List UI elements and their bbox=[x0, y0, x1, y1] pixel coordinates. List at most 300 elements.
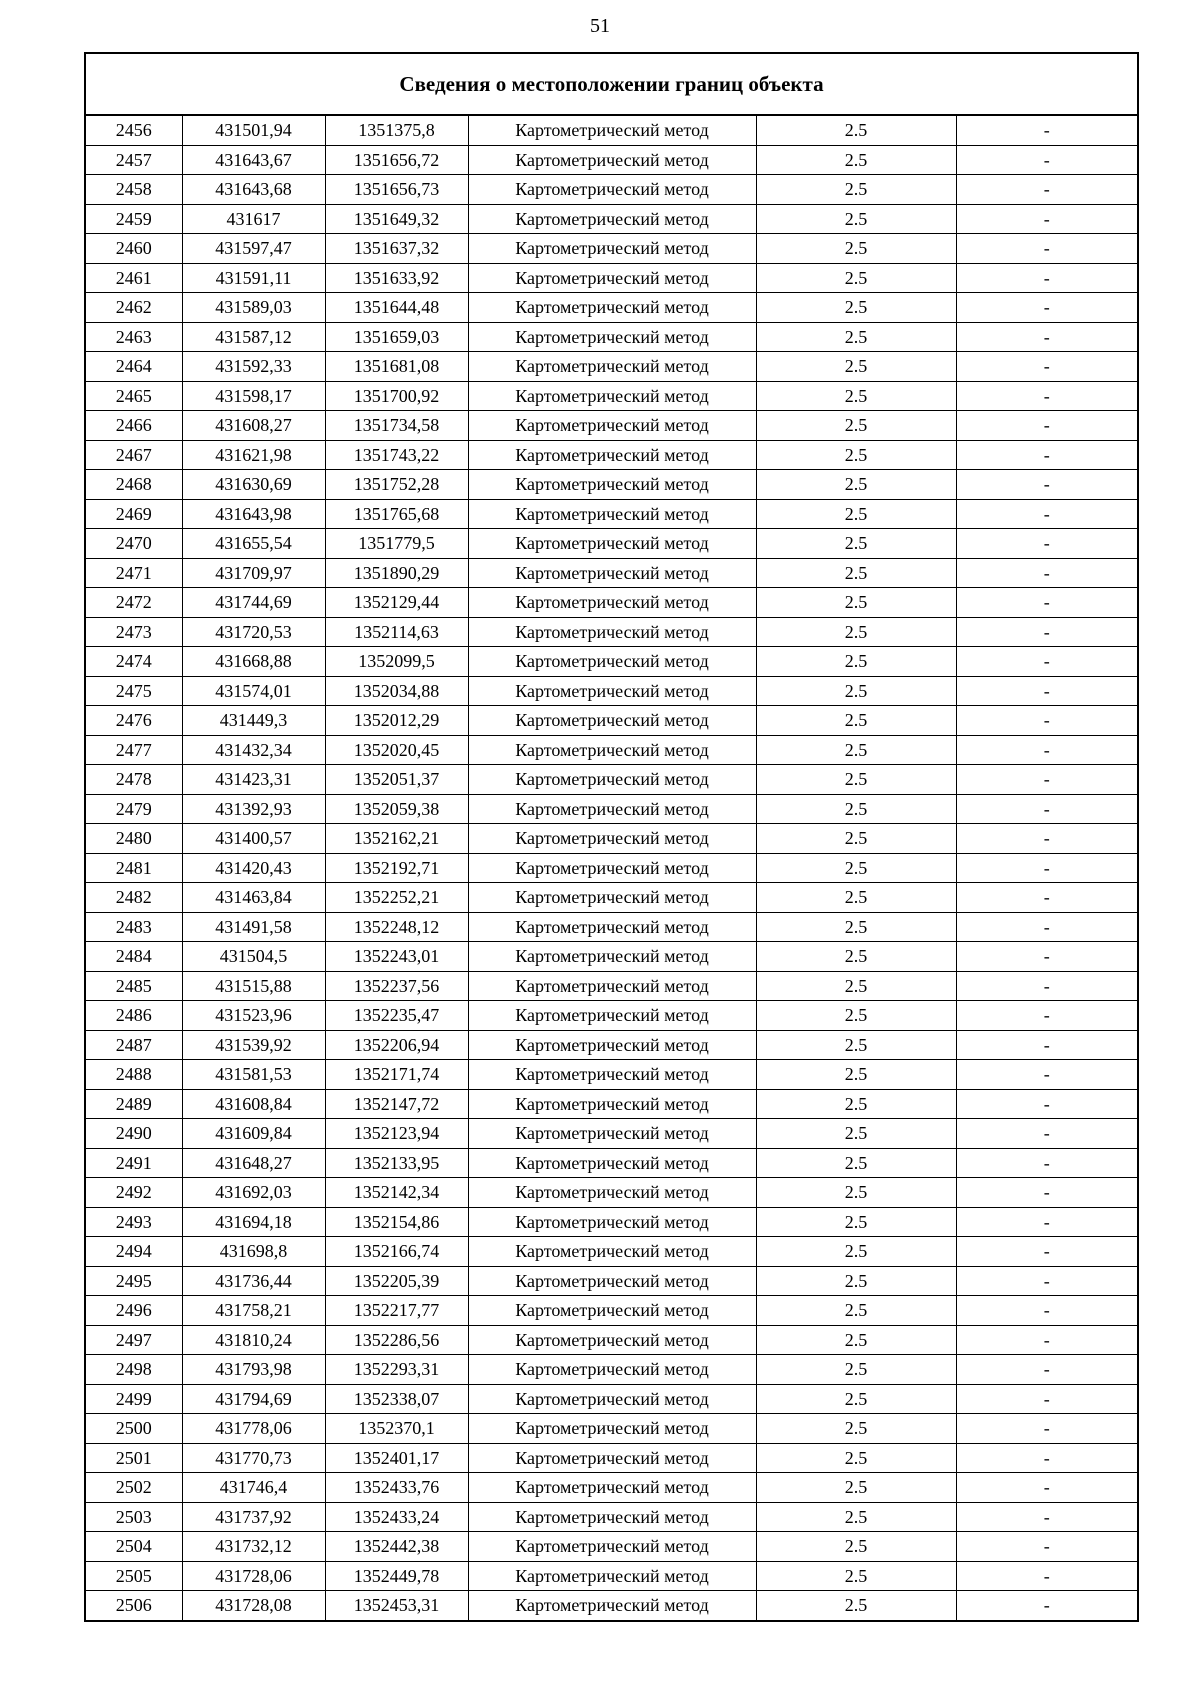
accuracy-cell: 2.5 bbox=[756, 175, 956, 205]
accuracy-cell: 2.5 bbox=[756, 1325, 956, 1355]
description-cell: - bbox=[956, 1414, 1138, 1444]
x-coordinate-cell: 431609,84 bbox=[182, 1119, 325, 1149]
table-row bbox=[85, 440, 1138, 470]
table-row bbox=[85, 204, 1138, 234]
table-row bbox=[85, 1119, 1138, 1149]
description-cell: - bbox=[956, 1030, 1138, 1060]
point-number-cell: 2496 bbox=[85, 1296, 182, 1326]
accuracy-cell: 2.5 bbox=[756, 942, 956, 972]
table-row bbox=[85, 499, 1138, 529]
method-cell: Картометрический метод bbox=[468, 1532, 756, 1562]
method-cell: Картометрический метод bbox=[468, 647, 756, 677]
description-cell: - bbox=[956, 1325, 1138, 1355]
point-number-cell: 2470 bbox=[85, 529, 182, 559]
table-row bbox=[85, 1591, 1138, 1621]
description-cell: - bbox=[956, 558, 1138, 588]
y-coordinate-cell: 1352293,31 bbox=[325, 1355, 468, 1385]
description-cell: - bbox=[956, 175, 1138, 205]
point-number-cell: 2473 bbox=[85, 617, 182, 647]
method-cell: Картометрический метод bbox=[468, 175, 756, 205]
description-cell: - bbox=[956, 440, 1138, 470]
accuracy-cell: 2.5 bbox=[756, 1001, 956, 1031]
table-row bbox=[85, 470, 1138, 500]
accuracy-cell: 2.5 bbox=[756, 971, 956, 1001]
method-cell: Картометрический метод bbox=[468, 145, 756, 175]
method-cell: Картометрический метод bbox=[468, 1502, 756, 1532]
method-cell: Картометрический метод bbox=[468, 676, 756, 706]
accuracy-cell: 2.5 bbox=[756, 1443, 956, 1473]
point-number-cell: 2465 bbox=[85, 381, 182, 411]
boundary-coordinates-table bbox=[84, 52, 1139, 1622]
method-cell: Картометрический метод bbox=[468, 912, 756, 942]
table-row bbox=[85, 1207, 1138, 1237]
description-cell: - bbox=[956, 1148, 1138, 1178]
point-number-cell: 2478 bbox=[85, 765, 182, 795]
y-coordinate-cell: 1352449,78 bbox=[325, 1561, 468, 1591]
table-row bbox=[85, 1060, 1138, 1090]
point-number-cell: 2493 bbox=[85, 1207, 182, 1237]
accuracy-cell: 2.5 bbox=[756, 322, 956, 352]
y-coordinate-cell: 1351659,03 bbox=[325, 322, 468, 352]
description-cell: - bbox=[956, 942, 1138, 972]
y-coordinate-cell: 1352114,63 bbox=[325, 617, 468, 647]
accuracy-cell: 2.5 bbox=[756, 293, 956, 323]
table-row bbox=[85, 1443, 1138, 1473]
x-coordinate-cell: 431643,67 bbox=[182, 145, 325, 175]
description-cell: - bbox=[956, 883, 1138, 913]
accuracy-cell: 2.5 bbox=[756, 145, 956, 175]
x-coordinate-cell: 431630,69 bbox=[182, 470, 325, 500]
x-coordinate-cell: 431709,97 bbox=[182, 558, 325, 588]
y-coordinate-cell: 1352401,17 bbox=[325, 1443, 468, 1473]
method-cell: Картометрический метод bbox=[468, 1178, 756, 1208]
point-number-cell: 2487 bbox=[85, 1030, 182, 1060]
y-coordinate-cell: 1352252,21 bbox=[325, 883, 468, 913]
accuracy-cell: 2.5 bbox=[756, 1532, 956, 1562]
x-coordinate-cell: 431778,06 bbox=[182, 1414, 325, 1444]
accuracy-cell: 2.5 bbox=[756, 824, 956, 854]
method-cell: Картометрический метод bbox=[468, 263, 756, 293]
y-coordinate-cell: 1351681,08 bbox=[325, 352, 468, 382]
point-number-cell: 2482 bbox=[85, 883, 182, 913]
x-coordinate-cell: 431694,18 bbox=[182, 1207, 325, 1237]
table-row bbox=[85, 322, 1138, 352]
accuracy-cell: 2.5 bbox=[756, 440, 956, 470]
description-cell: - bbox=[956, 204, 1138, 234]
y-coordinate-cell: 1352171,74 bbox=[325, 1060, 468, 1090]
accuracy-cell: 2.5 bbox=[756, 617, 956, 647]
table-row bbox=[85, 234, 1138, 264]
method-cell: Картометрический метод bbox=[468, 1119, 756, 1149]
point-number-cell: 2485 bbox=[85, 971, 182, 1001]
table-row bbox=[85, 558, 1138, 588]
method-cell: Картометрический метод bbox=[468, 558, 756, 588]
accuracy-cell: 2.5 bbox=[756, 115, 956, 145]
description-cell: - bbox=[956, 1355, 1138, 1385]
table-row bbox=[85, 1384, 1138, 1414]
accuracy-cell: 2.5 bbox=[756, 1237, 956, 1267]
method-cell: Картометрический метод bbox=[468, 1561, 756, 1591]
y-coordinate-cell: 1352147,72 bbox=[325, 1089, 468, 1119]
point-number-cell: 2481 bbox=[85, 853, 182, 883]
accuracy-cell: 2.5 bbox=[756, 1089, 956, 1119]
description-cell: - bbox=[956, 1443, 1138, 1473]
method-cell: Картометрический метод bbox=[468, 352, 756, 382]
table-row bbox=[85, 765, 1138, 795]
description-cell: - bbox=[956, 1001, 1138, 1031]
x-coordinate-cell: 431736,44 bbox=[182, 1266, 325, 1296]
description-cell: - bbox=[956, 1089, 1138, 1119]
description-cell: - bbox=[956, 1591, 1138, 1621]
y-coordinate-cell: 1352205,39 bbox=[325, 1266, 468, 1296]
x-coordinate-cell: 431643,68 bbox=[182, 175, 325, 205]
table-row bbox=[85, 293, 1138, 323]
description-cell: - bbox=[956, 234, 1138, 264]
description-cell: - bbox=[956, 1266, 1138, 1296]
method-cell: Картометрический метод bbox=[468, 499, 756, 529]
method-cell: Картометрический метод bbox=[468, 1473, 756, 1503]
method-cell: Картометрический метод bbox=[468, 529, 756, 559]
description-cell: - bbox=[956, 352, 1138, 382]
method-cell: Картометрический метод bbox=[468, 1030, 756, 1060]
method-cell: Картометрический метод bbox=[468, 765, 756, 795]
accuracy-cell: 2.5 bbox=[756, 1414, 956, 1444]
page-number: 51 bbox=[590, 15, 610, 37]
x-coordinate-cell: 431581,53 bbox=[182, 1060, 325, 1090]
point-number-cell: 2479 bbox=[85, 794, 182, 824]
accuracy-cell: 2.5 bbox=[756, 1561, 956, 1591]
accuracy-cell: 2.5 bbox=[756, 1296, 956, 1326]
table-row bbox=[85, 824, 1138, 854]
y-coordinate-cell: 1352206,94 bbox=[325, 1030, 468, 1060]
table-row bbox=[85, 1030, 1138, 1060]
description-cell: - bbox=[956, 115, 1138, 145]
x-coordinate-cell: 431539,92 bbox=[182, 1030, 325, 1060]
accuracy-cell: 2.5 bbox=[756, 765, 956, 795]
point-number-cell: 2469 bbox=[85, 499, 182, 529]
method-cell: Картометрический метод bbox=[468, 706, 756, 736]
x-coordinate-cell: 431617 bbox=[182, 204, 325, 234]
description-cell: - bbox=[956, 322, 1138, 352]
x-coordinate-cell: 431794,69 bbox=[182, 1384, 325, 1414]
method-cell: Картометрический метод bbox=[468, 1237, 756, 1267]
table-row bbox=[85, 115, 1138, 145]
x-coordinate-cell: 431392,93 bbox=[182, 794, 325, 824]
point-number-cell: 2506 bbox=[85, 1591, 182, 1621]
table-row bbox=[85, 617, 1138, 647]
y-coordinate-cell: 1351637,32 bbox=[325, 234, 468, 264]
table-row bbox=[85, 676, 1138, 706]
point-number-cell: 2494 bbox=[85, 1237, 182, 1267]
y-coordinate-cell: 1352012,29 bbox=[325, 706, 468, 736]
method-cell: Картометрический метод bbox=[468, 440, 756, 470]
point-number-cell: 2488 bbox=[85, 1060, 182, 1090]
x-coordinate-cell: 431400,57 bbox=[182, 824, 325, 854]
method-cell: Картометрический метод bbox=[468, 1443, 756, 1473]
x-coordinate-cell: 431463,84 bbox=[182, 883, 325, 913]
accuracy-cell: 2.5 bbox=[756, 1119, 956, 1149]
description-cell: - bbox=[956, 765, 1138, 795]
accuracy-cell: 2.5 bbox=[756, 1266, 956, 1296]
y-coordinate-cell: 1351765,68 bbox=[325, 499, 468, 529]
point-number-cell: 2502 bbox=[85, 1473, 182, 1503]
accuracy-cell: 2.5 bbox=[756, 470, 956, 500]
y-coordinate-cell: 1351779,5 bbox=[325, 529, 468, 559]
y-coordinate-cell: 1351734,58 bbox=[325, 411, 468, 441]
y-coordinate-cell: 1352243,01 bbox=[325, 942, 468, 972]
description-cell: - bbox=[956, 971, 1138, 1001]
method-cell: Картометрический метод bbox=[468, 115, 756, 145]
accuracy-cell: 2.5 bbox=[756, 1502, 956, 1532]
method-cell: Картометрический метод bbox=[468, 322, 756, 352]
x-coordinate-cell: 431587,12 bbox=[182, 322, 325, 352]
table-row bbox=[85, 942, 1138, 972]
y-coordinate-cell: 1351649,32 bbox=[325, 204, 468, 234]
point-number-cell: 2489 bbox=[85, 1089, 182, 1119]
y-coordinate-cell: 1352129,44 bbox=[325, 588, 468, 618]
point-number-cell: 2501 bbox=[85, 1443, 182, 1473]
point-number-cell: 2499 bbox=[85, 1384, 182, 1414]
method-cell: Картометрический метод bbox=[468, 1001, 756, 1031]
accuracy-cell: 2.5 bbox=[756, 411, 956, 441]
x-coordinate-cell: 431491,58 bbox=[182, 912, 325, 942]
y-coordinate-cell: 1352192,71 bbox=[325, 853, 468, 883]
point-number-cell: 2475 bbox=[85, 676, 182, 706]
accuracy-cell: 2.5 bbox=[756, 1060, 956, 1090]
table-row bbox=[85, 706, 1138, 736]
point-number-cell: 2504 bbox=[85, 1532, 182, 1562]
table-body bbox=[85, 53, 1138, 1621]
accuracy-cell: 2.5 bbox=[756, 706, 956, 736]
method-cell: Картометрический метод bbox=[468, 381, 756, 411]
table-row bbox=[85, 145, 1138, 175]
method-cell: Картометрический метод bbox=[468, 293, 756, 323]
method-cell: Картометрический метод bbox=[468, 411, 756, 441]
accuracy-cell: 2.5 bbox=[756, 1030, 956, 1060]
x-coordinate-cell: 431746,4 bbox=[182, 1473, 325, 1503]
point-number-cell: 2497 bbox=[85, 1325, 182, 1355]
x-coordinate-cell: 431744,69 bbox=[182, 588, 325, 618]
table-row bbox=[85, 1148, 1138, 1178]
x-coordinate-cell: 431720,53 bbox=[182, 617, 325, 647]
description-cell: - bbox=[956, 470, 1138, 500]
y-coordinate-cell: 1351375,8 bbox=[325, 115, 468, 145]
y-coordinate-cell: 1351890,29 bbox=[325, 558, 468, 588]
y-coordinate-cell: 1351644,48 bbox=[325, 293, 468, 323]
method-cell: Картометрический метод bbox=[468, 942, 756, 972]
y-coordinate-cell: 1352059,38 bbox=[325, 794, 468, 824]
x-coordinate-cell: 431501,94 bbox=[182, 115, 325, 145]
table-row bbox=[85, 1325, 1138, 1355]
point-number-cell: 2468 bbox=[85, 470, 182, 500]
description-cell: - bbox=[956, 1178, 1138, 1208]
table-row bbox=[85, 1001, 1138, 1031]
point-number-cell: 2498 bbox=[85, 1355, 182, 1385]
y-coordinate-cell: 1352099,5 bbox=[325, 647, 468, 677]
point-number-cell: 2491 bbox=[85, 1148, 182, 1178]
description-cell: - bbox=[956, 1502, 1138, 1532]
method-cell: Картометрический метод bbox=[468, 204, 756, 234]
x-coordinate-cell: 431597,47 bbox=[182, 234, 325, 264]
x-coordinate-cell: 431698,8 bbox=[182, 1237, 325, 1267]
method-cell: Картометрический метод bbox=[468, 1296, 756, 1326]
table-row bbox=[85, 1473, 1138, 1503]
table-row bbox=[85, 794, 1138, 824]
point-number-cell: 2476 bbox=[85, 706, 182, 736]
description-cell: - bbox=[956, 824, 1138, 854]
accuracy-cell: 2.5 bbox=[756, 1355, 956, 1385]
point-number-cell: 2462 bbox=[85, 293, 182, 323]
x-coordinate-cell: 431810,24 bbox=[182, 1325, 325, 1355]
table-row bbox=[85, 1178, 1138, 1208]
point-number-cell: 2505 bbox=[85, 1561, 182, 1591]
y-coordinate-cell: 1351633,92 bbox=[325, 263, 468, 293]
y-coordinate-cell: 1352235,47 bbox=[325, 1001, 468, 1031]
y-coordinate-cell: 1352370,1 bbox=[325, 1414, 468, 1444]
method-cell: Картометрический метод bbox=[468, 1207, 756, 1237]
y-coordinate-cell: 1352338,07 bbox=[325, 1384, 468, 1414]
table-row bbox=[85, 1266, 1138, 1296]
point-number-cell: 2472 bbox=[85, 588, 182, 618]
accuracy-cell: 2.5 bbox=[756, 735, 956, 765]
description-cell: - bbox=[956, 1207, 1138, 1237]
description-cell: - bbox=[956, 1237, 1138, 1267]
y-coordinate-cell: 1352133,95 bbox=[325, 1148, 468, 1178]
x-coordinate-cell: 431589,03 bbox=[182, 293, 325, 323]
x-coordinate-cell: 431758,21 bbox=[182, 1296, 325, 1326]
table-row bbox=[85, 883, 1138, 913]
description-cell: - bbox=[956, 706, 1138, 736]
table-row bbox=[85, 735, 1138, 765]
y-coordinate-cell: 1351656,73 bbox=[325, 175, 468, 205]
method-cell: Картометрический метод bbox=[468, 234, 756, 264]
description-cell: - bbox=[956, 853, 1138, 883]
x-coordinate-cell: 431692,03 bbox=[182, 1178, 325, 1208]
method-cell: Картометрический метод bbox=[468, 971, 756, 1001]
description-cell: - bbox=[956, 617, 1138, 647]
y-coordinate-cell: 1352142,34 bbox=[325, 1178, 468, 1208]
x-coordinate-cell: 431598,17 bbox=[182, 381, 325, 411]
x-coordinate-cell: 431608,84 bbox=[182, 1089, 325, 1119]
description-cell: - bbox=[956, 1473, 1138, 1503]
table-row bbox=[85, 1296, 1138, 1326]
point-number-cell: 2484 bbox=[85, 942, 182, 972]
y-coordinate-cell: 1351752,28 bbox=[325, 470, 468, 500]
x-coordinate-cell: 431737,92 bbox=[182, 1502, 325, 1532]
y-coordinate-cell: 1351656,72 bbox=[325, 145, 468, 175]
description-cell: - bbox=[956, 794, 1138, 824]
x-coordinate-cell: 431643,98 bbox=[182, 499, 325, 529]
x-coordinate-cell: 431592,33 bbox=[182, 352, 325, 382]
x-coordinate-cell: 431648,27 bbox=[182, 1148, 325, 1178]
accuracy-cell: 2.5 bbox=[756, 1207, 956, 1237]
description-cell: - bbox=[956, 1060, 1138, 1090]
point-number-cell: 2459 bbox=[85, 204, 182, 234]
accuracy-cell: 2.5 bbox=[756, 529, 956, 559]
y-coordinate-cell: 1352166,74 bbox=[325, 1237, 468, 1267]
y-coordinate-cell: 1352433,76 bbox=[325, 1473, 468, 1503]
y-coordinate-cell: 1352123,94 bbox=[325, 1119, 468, 1149]
point-number-cell: 2483 bbox=[85, 912, 182, 942]
table-row bbox=[85, 1089, 1138, 1119]
table-row bbox=[85, 1561, 1138, 1591]
table-row bbox=[85, 853, 1138, 883]
accuracy-cell: 2.5 bbox=[756, 263, 956, 293]
accuracy-cell: 2.5 bbox=[756, 352, 956, 382]
description-cell: - bbox=[956, 381, 1138, 411]
accuracy-cell: 2.5 bbox=[756, 204, 956, 234]
y-coordinate-cell: 1352453,31 bbox=[325, 1591, 468, 1621]
point-number-cell: 2503 bbox=[85, 1502, 182, 1532]
point-number-cell: 2492 bbox=[85, 1178, 182, 1208]
x-coordinate-cell: 431732,12 bbox=[182, 1532, 325, 1562]
method-cell: Картометрический метод bbox=[468, 1266, 756, 1296]
description-cell: - bbox=[956, 293, 1138, 323]
method-cell: Картометрический метод bbox=[468, 1591, 756, 1621]
method-cell: Картометрический метод bbox=[468, 1355, 756, 1385]
method-cell: Картометрический метод bbox=[468, 794, 756, 824]
description-cell: - bbox=[956, 1384, 1138, 1414]
method-cell: Картометрический метод bbox=[468, 1060, 756, 1090]
x-coordinate-cell: 431668,88 bbox=[182, 647, 325, 677]
x-coordinate-cell: 431423,31 bbox=[182, 765, 325, 795]
description-cell: - bbox=[956, 263, 1138, 293]
description-cell: - bbox=[956, 735, 1138, 765]
x-coordinate-cell: 431728,06 bbox=[182, 1561, 325, 1591]
x-coordinate-cell: 431655,54 bbox=[182, 529, 325, 559]
description-cell: - bbox=[956, 912, 1138, 942]
table-row bbox=[85, 588, 1138, 618]
method-cell: Картометрический метод bbox=[468, 470, 756, 500]
point-number-cell: 2486 bbox=[85, 1001, 182, 1031]
table-row bbox=[85, 411, 1138, 441]
accuracy-cell: 2.5 bbox=[756, 794, 956, 824]
y-coordinate-cell: 1352051,37 bbox=[325, 765, 468, 795]
point-number-cell: 2467 bbox=[85, 440, 182, 470]
description-cell: - bbox=[956, 588, 1138, 618]
accuracy-cell: 2.5 bbox=[756, 499, 956, 529]
table-row bbox=[85, 647, 1138, 677]
accuracy-cell: 2.5 bbox=[756, 234, 956, 264]
description-cell: - bbox=[956, 411, 1138, 441]
table-row bbox=[85, 529, 1138, 559]
point-number-cell: 2477 bbox=[85, 735, 182, 765]
y-coordinate-cell: 1352217,77 bbox=[325, 1296, 468, 1326]
method-cell: Картометрический метод bbox=[468, 1384, 756, 1414]
y-coordinate-cell: 1352154,86 bbox=[325, 1207, 468, 1237]
x-coordinate-cell: 431449,3 bbox=[182, 706, 325, 736]
description-cell: - bbox=[956, 1532, 1138, 1562]
accuracy-cell: 2.5 bbox=[756, 676, 956, 706]
point-number-cell: 2456 bbox=[85, 115, 182, 145]
x-coordinate-cell: 431515,88 bbox=[182, 971, 325, 1001]
description-cell: - bbox=[956, 529, 1138, 559]
table-row bbox=[85, 175, 1138, 205]
table-row bbox=[85, 381, 1138, 411]
y-coordinate-cell: 1352237,56 bbox=[325, 971, 468, 1001]
table-title-row bbox=[85, 53, 1138, 115]
x-coordinate-cell: 431432,34 bbox=[182, 735, 325, 765]
x-coordinate-cell: 431608,27 bbox=[182, 411, 325, 441]
table-row bbox=[85, 263, 1138, 293]
accuracy-cell: 2.5 bbox=[756, 1148, 956, 1178]
description-cell: - bbox=[956, 499, 1138, 529]
y-coordinate-cell: 1352433,24 bbox=[325, 1502, 468, 1532]
method-cell: Картометрический метод bbox=[468, 883, 756, 913]
table-row bbox=[85, 1237, 1138, 1267]
point-number-cell: 2457 bbox=[85, 145, 182, 175]
point-number-cell: 2460 bbox=[85, 234, 182, 264]
